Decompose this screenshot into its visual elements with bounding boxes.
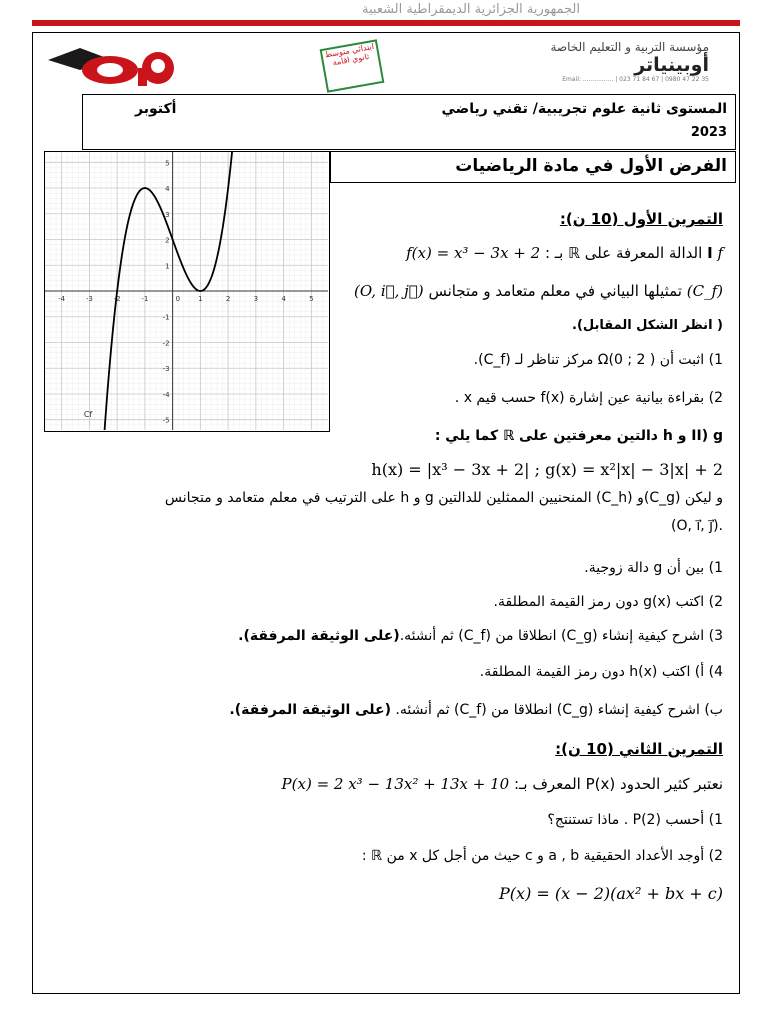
ex1-l1-text: الدالة المعرفة على ℝ بـ : xyxy=(544,244,703,262)
exam-title: الفرض الأول في مادة الرياضيات xyxy=(455,156,727,176)
f-definition: f(x) = x³ − 3x + 2 xyxy=(406,244,541,262)
level-text: المستوى ثانية علوم تجريبية/ تقني رياضي xyxy=(441,101,727,117)
x-tick-label: 5 xyxy=(309,295,314,303)
ex2-factored-line xyxy=(499,884,723,903)
ex1-see-figure: ( انظر الشكل المقابل). xyxy=(572,318,723,333)
school-info xyxy=(551,40,710,83)
y-tick-label: -4 xyxy=(162,390,170,399)
factored-form: P(x) = (x − 2)(ax² + bx + c) xyxy=(499,884,723,903)
ex1-s5-text: ب) اشرح كيفية إنشاء (C_g) انطلاقا من (C_f) ثم أنشئه. xyxy=(395,702,723,718)
exam-month: أكتوبر xyxy=(135,101,177,117)
x-tick-label: -3 xyxy=(85,295,93,303)
ex1-q2: 2) بقراءة بيانية عين إشارة f(x) حسب قيم x . xyxy=(454,390,723,406)
x-tick-label: 1 xyxy=(198,295,203,303)
cf-symbol: (C_f) xyxy=(686,282,723,300)
x-tick-label: 3 xyxy=(253,295,259,303)
exam-year: 2023 xyxy=(690,125,727,140)
y-tick-label: -1 xyxy=(162,313,170,322)
school-name: أوبينياتر xyxy=(634,54,709,76)
y-tick-label: -3 xyxy=(162,365,170,374)
institution-name: مؤسسة التربية و التعليم الخاصة xyxy=(550,40,709,54)
ex1-let-line-2: .(O, i⃗, j⃗) xyxy=(671,518,723,534)
ex1-s5 xyxy=(229,702,723,718)
x-tick-label: -2 xyxy=(113,295,121,303)
ex2-q2: 2) أوجد الأعداد الحقيقية a , b و c حيث من أجل كل x من ℝ : xyxy=(361,848,723,864)
ex1-s5-note: (على الوثيقة المرفقة). xyxy=(229,702,391,718)
top-banner xyxy=(32,0,740,34)
ex1-l2-text: تمثيلها البياني في معلم متعامد و متجانس xyxy=(428,282,682,300)
ex1-definitions xyxy=(371,460,723,479)
ex1-s3-text: 3) اشرح كيفية إنشاء (C_g) انطلاقا من (C_f) ثم أنشئه. xyxy=(399,628,723,644)
frame-symbol: (O, i⃗, j⃗) xyxy=(354,282,424,300)
ex1-line-1 xyxy=(406,244,723,262)
school-header xyxy=(40,38,735,90)
h-g-definitions: h(x) = |x³ − 3x + 2| ; g(x) = x²|x| − 3|x| + 2 xyxy=(371,460,723,479)
ex1-q1: 1) اثبت أن ( 2 ; 0)Ω مركز تناظر لـ (C_f). xyxy=(473,352,723,368)
function-name: f xyxy=(717,244,723,262)
y-tick-label: 1 xyxy=(165,262,170,271)
contact-line: Email: ................ | 023 71 84 67 | 0980 47 22 35 xyxy=(562,76,709,83)
ex1-s2: 2) اكتب g(x) دون رمز القيمة المطلقة. xyxy=(493,594,723,610)
y-tick-label: 4 xyxy=(165,185,170,194)
function-graph xyxy=(44,151,330,432)
ex1-let-line-1: و ليكن (C_g)و (C_h) المنحنيين الممثلين للدالتين g و h على الترتيب في معلم متعامد و متجانس xyxy=(164,490,723,506)
ex2-heading: التمرين الثاني (10 ن): xyxy=(555,740,723,758)
level-box xyxy=(82,94,736,150)
ex1-part-II: II) g و h دالتين معرفتين على ℝ كما يلي : xyxy=(434,428,723,444)
origin-label: 0 xyxy=(175,295,181,303)
ex1-s3 xyxy=(238,628,723,644)
ex1-s3-note: (على الوثيقة المرفقة). xyxy=(238,628,400,644)
ex2-q1: 1) أحسب P(2) . ماذا تستنتج؟ xyxy=(547,812,723,828)
polynomial: P(x) = 2 x³ − 13x² + 13x + 10 xyxy=(281,775,510,793)
x-tick-label: -1 xyxy=(141,295,149,303)
school-logo-icon xyxy=(40,46,200,86)
x-tick-label: 4 xyxy=(281,295,286,303)
y-tick-label: -5 xyxy=(162,416,170,425)
exam-title-box xyxy=(330,151,736,183)
curve-label: Cf xyxy=(83,410,93,420)
levels-badge: ابتدائي متوسط ثانوي اقامة xyxy=(320,39,385,92)
x-tick-label: -4 xyxy=(58,295,66,303)
ex1-heading: التمرين الأول (10 ن): xyxy=(559,210,723,228)
part-I-label: I xyxy=(707,244,713,262)
y-tick-label: 3 xyxy=(165,210,170,219)
ex2-intro: نعتبر كثير الحدود P(x) المعرف بـ: xyxy=(513,775,723,793)
banner-red-line xyxy=(32,20,740,26)
graph-canvas xyxy=(45,152,328,430)
ex1-line-2 xyxy=(354,282,723,300)
ex1-s4: 4) أ) اكتب h(x) دون رمز القيمة المطلقة. xyxy=(479,664,723,680)
ex2-intro-line xyxy=(282,775,723,793)
ex1-s1: 1) بين أن g دالة زوجية. xyxy=(584,560,723,576)
republic-title: الجمهورية الجزائرية الديمقراطية الشعبية xyxy=(362,2,580,17)
x-tick-label: 2 xyxy=(225,295,231,303)
y-tick-label: 5 xyxy=(165,159,170,168)
y-tick-label: -2 xyxy=(162,339,170,348)
y-tick-label: 2 xyxy=(165,236,170,245)
